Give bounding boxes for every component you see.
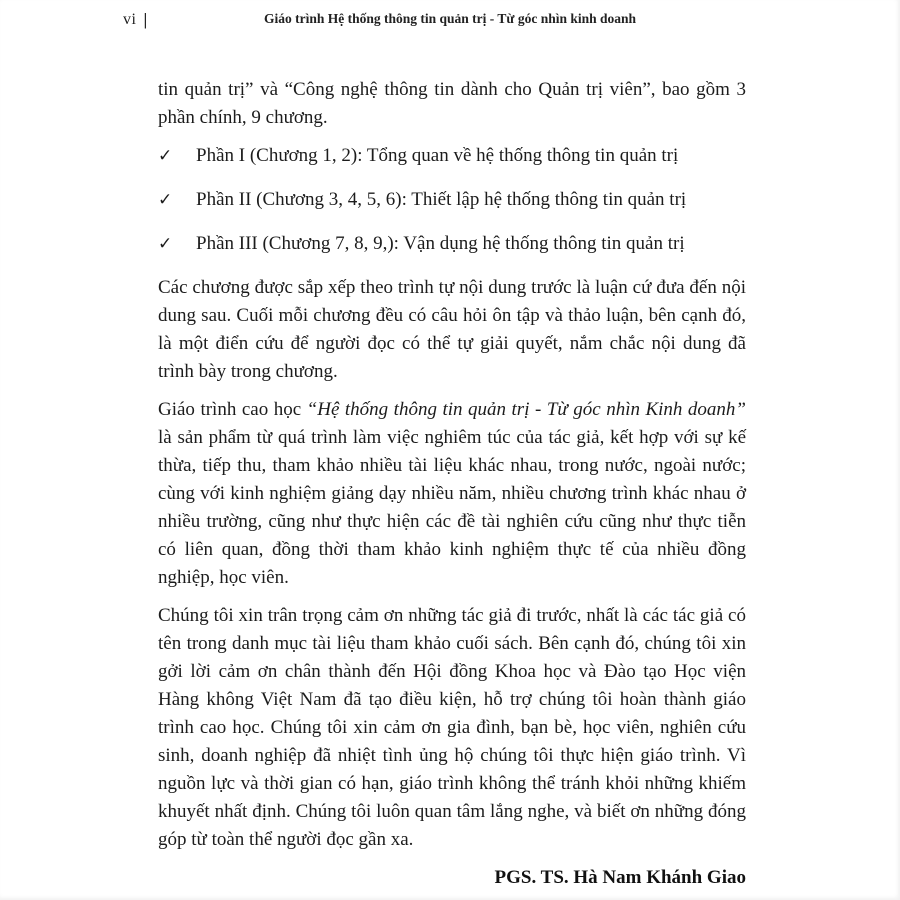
- page-number-block: [123, 9, 148, 29]
- paragraph-thanks: Chúng tôi xin trân trọng cảm ơn những tác giả đi trước, nhất là các tác giả có tên trong danh mục tài liệu tham khảo cuối sách. Bên cạnh đó, chúng tôi xin gởi lời cảm ơn chân thành đến Hội đồng Khoa học và Đào tạo Học viện Hàng không Việt Nam đã tạo điều kiện, hỗ trợ chúng tôi hoàn thành giáo trình cao học. Chúng tôi xin cảm ơn gia đình, bạn bè, học viên, nghiên cứu sinh, doanh nghiệp đã nhiệt tình ủng hộ chúng tôi thực hiện giáo trình. Vì nguồn lực và thời gian có hạn, giáo trình không thể tránh khỏi những khiếm khuyết nhất định. Chúng tôi luôn quan tâm lắng nghe, và biết ơn những đóng góp từ toàn thể người đọc gần xa.: [158, 605, 746, 850]
- page-content: [158, 76, 746, 892]
- checkmark-icon: ✓: [158, 190, 173, 209]
- author-signature: PGS. TS. Hà Nam Khánh Giao: [494, 867, 746, 888]
- list-item-text: Phần II (Chương 3, 4, 5, 6): Thiết lập hệ thống thông tin quản trị: [196, 189, 687, 210]
- page-number: vi: [123, 11, 137, 28]
- list-item: [158, 142, 746, 170]
- checkmark-icon: ✓: [158, 234, 173, 253]
- list-item: [158, 230, 746, 258]
- paragraph-product-rest: là sản phẩm từ quá trình làm việc nghiêm túc của tác giả, kết hợp với sự kế thừa, tiếp thu, tham khảo nhiều tài liệu khác nhau, trong nước, ngoài nước; cùng với kinh nghiệm giảng dạy nhiều năm, nhiều chương trình khác nhau ở nhiều trường, cũng như thực hiện các đề tài nghiên cứu cũng như thực tiễn có liên quan, đồng thời tham khảo kinh nghiệm thực tế của nhiều đồng nghiệp, học viên.: [158, 427, 746, 588]
- checkmark-icon: ✓: [158, 146, 173, 165]
- list-item: [158, 186, 746, 214]
- paragraph-product-lead: Giáo trình cao học: [158, 399, 307, 420]
- list-item-text: Phần III (Chương 7, 8, 9,): Vận dụng hệ thống thông tin quản trị: [196, 233, 685, 254]
- list-item-text: Phần I (Chương 1, 2): Tổng quan về hệ thống thông tin quản trị: [196, 145, 679, 166]
- paragraph-intro: tin quản trị” và “Công nghệ thông tin dành cho Quản trị viên”, bao gồm 3 phần chính, 9 chương.: [158, 79, 746, 128]
- book-title-italic: “Hệ thống thông tin quản trị - Từ góc nhìn Kinh doanh”: [306, 399, 747, 420]
- header-separator: |: [143, 10, 148, 29]
- running-title: Giáo trình Hệ thống thông tin quản trị - Từ góc nhìn kinh doanh: [263, 11, 637, 26]
- paragraph-product: [158, 396, 746, 592]
- page-header: [0, 9, 900, 39]
- paragraph-structure: Các chương được sắp xếp theo trình tự nội dung trước là luận cứ đưa đến nội dung sau. Cuối mỗi chương đều có câu hỏi ôn tập và thảo luận, bên cạnh đó, là một điển cứu để người đọc có thể tự giải quyết, nắm chắc nội dung đã trình bày trong chương.: [158, 277, 746, 382]
- parts-list: [158, 142, 746, 258]
